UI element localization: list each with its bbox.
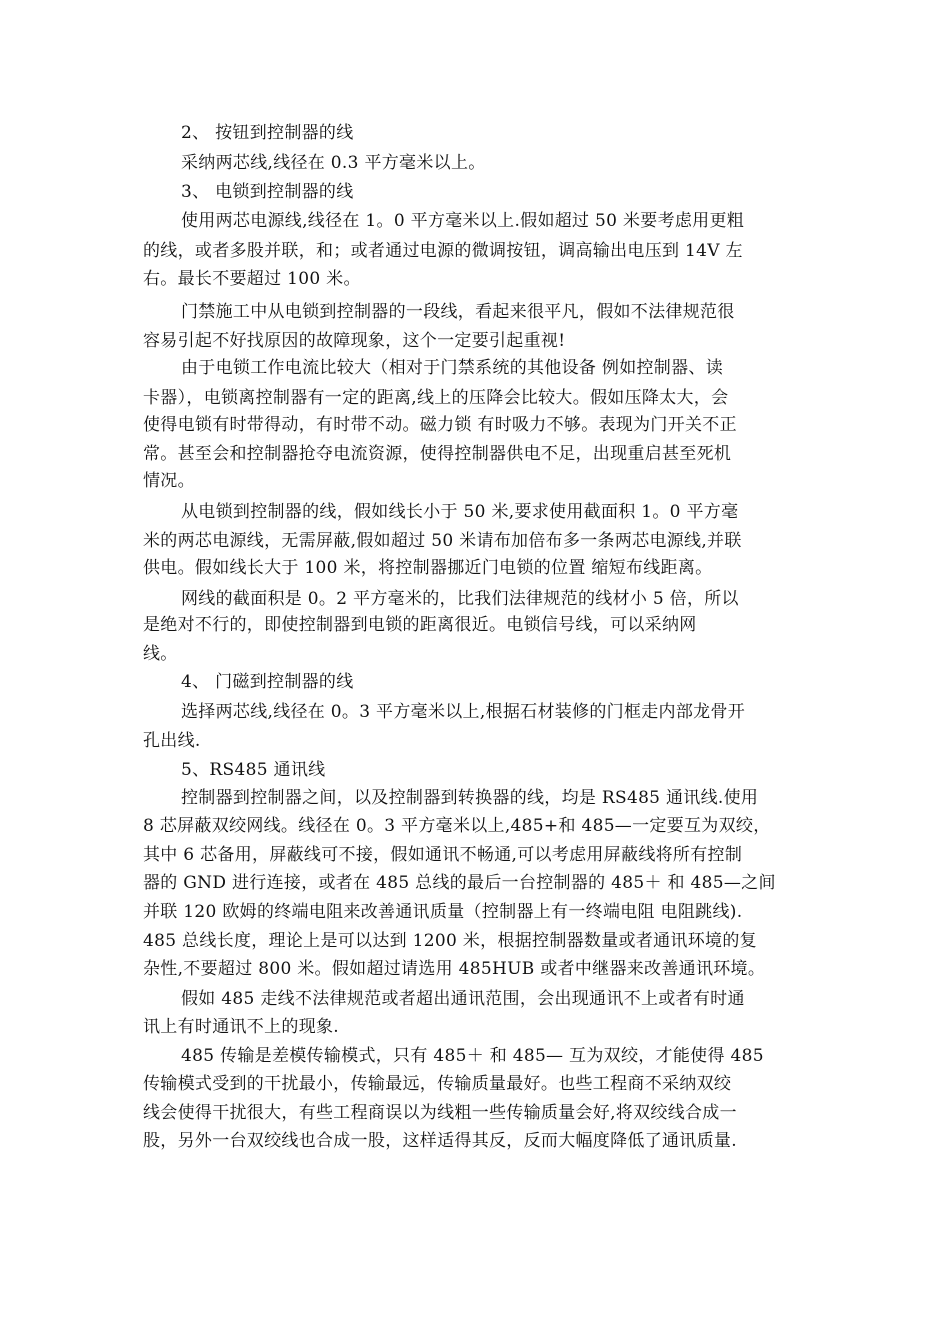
paragraph-line: 控制器到控制器之间，以及控制器到转换器的线，均是 RS485 通讯线.使用 xyxy=(181,788,759,808)
paragraph-line: 是绝对不行的，即使控制器到电锁的距离很近。电锁信号线，可以采纳网 xyxy=(143,615,697,635)
paragraph-line: 网线的截面积是 0。2 平方毫米的，比我们法律规范的线材小 5 倍，所以 xyxy=(181,589,739,609)
paragraph-line: 线。 xyxy=(143,644,178,664)
paragraph-line: 从电锁到控制器的线，假如线长小于 50 米,要求使用截面积 1。0 平方毫 xyxy=(181,502,739,522)
paragraph-line: 由于电锁工作电流比较大（相对于门禁系统的其他设备 例如控制器、读 xyxy=(181,358,724,378)
paragraph-line: 485 总线长度，理论上是可以达到 1200 米，根据控制器数量或者通讯环境的复 xyxy=(143,931,757,951)
paragraph-line: 器的 GND 进行连接，或者在 485 总线的最后一台控制器的 485＋ 和 485—之间 xyxy=(143,873,776,893)
paragraph-line: 8 芯屏蔽双绞网线。线径在 0。3 平方毫米以上,485+和 485—一定要互为双绞， xyxy=(143,816,771,836)
paragraph-line: 孔出线. xyxy=(143,731,201,751)
section-heading-rs485: 5、RS485 通讯线 xyxy=(181,760,326,780)
paragraph-line: 杂性,不要超过 800 米。假如超过请选用 485HUB 或者中继器来改善通讯环境。 xyxy=(143,959,766,979)
paragraph-line: 485 传输是差模传输模式，只有 485＋ 和 485— 互为双绞，才能使得 485 xyxy=(181,1046,764,1066)
paragraph-line: 讯上有时通讯不上的现象. xyxy=(143,1017,340,1037)
paragraph-line: 其中 6 芯备用，屏蔽线可不接，假如通讯不畅通,可以考虑用屏蔽线将所有控制 xyxy=(143,845,743,865)
paragraph-line: 使得电锁有时带得动，有时带不动。磁力锁 有时吸力不够。表现为门开关不正 xyxy=(143,415,737,435)
paragraph-line: 卡器），电锁离控制器有一定的距离,线上的压降会比较大。假如压降太大，会 xyxy=(143,388,729,408)
paragraph-line: 米的两芯电源线，无需屏蔽,假如超过 50 米请布加倍布多一条两芯电源线,并联 xyxy=(143,531,742,551)
paragraph-line: 情况。 xyxy=(143,471,195,491)
paragraph-line: 线会使得干扰很大，有些工程商误以为线粗一些传输质量会好,将双绞线合成一 xyxy=(143,1103,737,1123)
section-heading-buttons: 2、 按钮到控制器的线 xyxy=(181,123,354,143)
paragraph-line: 供电。假如线长大于 100 米，将控制器挪近门电锁的位置 缩短布线距离。 xyxy=(143,558,713,578)
paragraph-line: 常。甚至会和控制器抢夺电流资源，使得控制器供电不足，出现重启甚至死机 xyxy=(143,444,732,464)
paragraph-line: 传输模式受到的干扰最小，传输最远，传输质量最好。也些工程商不采纳双绞 xyxy=(143,1074,732,1094)
paragraph-line: 采纳两芯线,线径在 0.3 平方毫米以上。 xyxy=(181,153,486,173)
paragraph-line: 门禁施工中从电锁到控制器的一段线，看起来很平凡，假如不法律规范很 xyxy=(181,302,735,322)
paragraph-line: 选择两芯线,线径在 0。3 平方毫米以上,根据石材装修的门框走内部龙骨开 xyxy=(181,702,746,722)
paragraph-line: 的线，或者多股并联，和；或者通过电源的微调按钮，调高输出电压到 14V 左 xyxy=(143,241,743,261)
paragraph-line: 右。最长不要超过 100 米。 xyxy=(143,269,361,289)
paragraph-line: 股，另外一台双绞线也合成一股，这样适得其反，反而大幅度降低了通讯质量. xyxy=(143,1131,737,1151)
paragraph-line: 假如 485 走线不法律规范或者超出通讯范围，会出现通讯不上或者有时通 xyxy=(181,989,745,1009)
section-heading-lock: 3、 电锁到控制器的线 xyxy=(181,182,354,202)
section-heading-door-sensor: 4、 门磁到控制器的线 xyxy=(181,672,354,692)
paragraph-line: 容易引起不好找原因的故障现象，这个一定要引起重视! xyxy=(143,331,566,351)
paragraph-line: 并联 120 欧姆的终端电阻来改善通讯质量（控制器上有一终端电阻 电阻跳线). xyxy=(143,902,743,922)
paragraph-line: 使用两芯电源线,线径在 1。0 平方毫米以上.假如超过 50 米要考虑用更粗 xyxy=(181,211,745,231)
